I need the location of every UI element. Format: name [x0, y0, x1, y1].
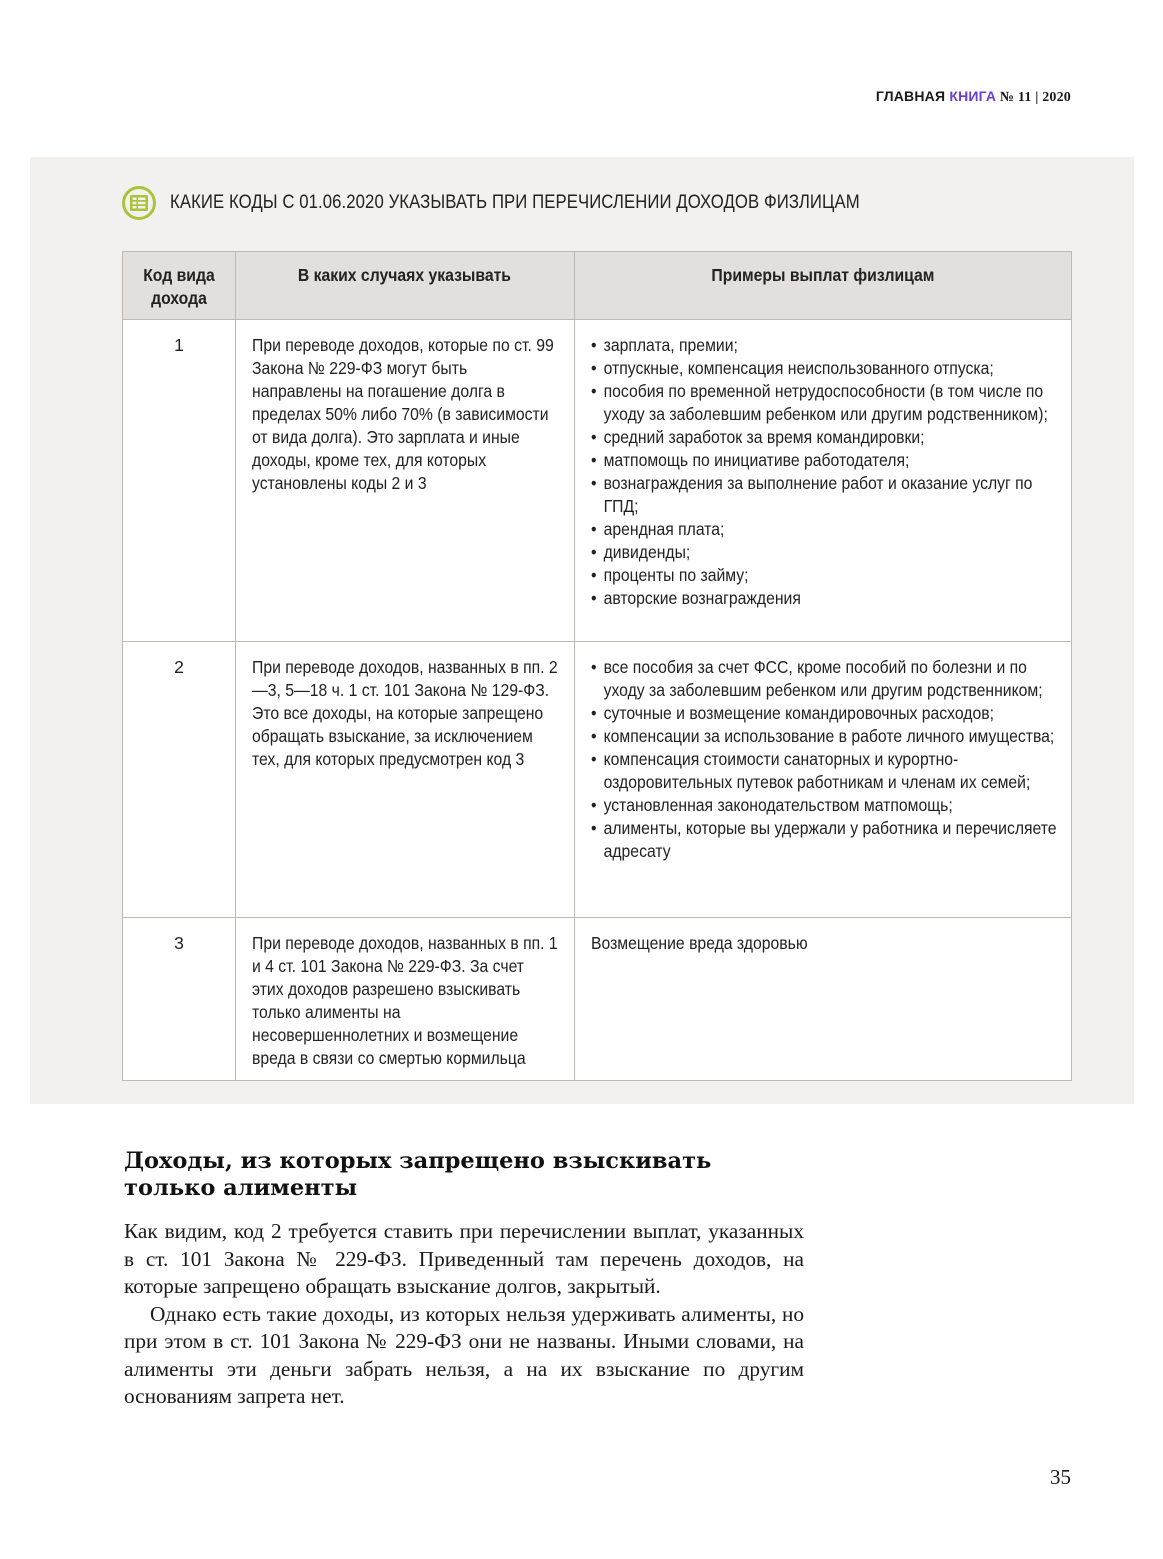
- income-codes-table: [122, 251, 1072, 1081]
- brand-name: ГЛАВНАЯ: [875, 88, 950, 104]
- list-item: • компенсации за использование в работе личного имущества;: [591, 725, 1059, 748]
- table-list-icon: [122, 186, 156, 220]
- list-item: • алименты, которые вы удержали у работника и перечисляете адресату: [591, 817, 1059, 863]
- article-body: [124, 1218, 804, 1411]
- panel-title: КАКИЕ КОДЫ С 01.06.2020 УКАЗЫВАТЬ ПРИ ПЕРЕЧИСЛЕНИИ ДОХОДОВ ФИЗЛИЦАМ: [170, 192, 860, 213]
- examples-cell: [574, 320, 1071, 642]
- table-row: [123, 918, 1072, 1081]
- list-item: • арендная плата;: [591, 518, 1059, 541]
- list-item: • пособия по временной нетрудоспособности (в том числе по уходу за заболевшим ребенком или другим родственником);: [591, 380, 1059, 426]
- code-cell: 2: [123, 642, 236, 918]
- table-row: [123, 642, 1072, 918]
- list-item: • установленная законодательством матпомощь;: [591, 794, 1059, 817]
- examples-cell: Возмещение вреда здоровью: [574, 918, 1071, 1081]
- code-cell: 3: [123, 918, 236, 1081]
- table-row: [123, 320, 1072, 642]
- table-header-row: [123, 252, 1072, 320]
- list-item: • все пособия за счет ФСС, кроме пособий по болезни и по уходу за заболевшим ребенком или другим родственником;: [591, 656, 1059, 702]
- paragraph: Как видим, код 2 требуется ставить при перечислении выплат, указанных в ст. 101 Закона № 229-ФЗ. Приведенный там перечень доходов, на которые запрещено обращать взыскание долгов, закрытый.: [124, 1219, 804, 1298]
- panel-heading: [122, 183, 954, 223]
- list-item: • проценты по займу;: [591, 564, 1059, 587]
- list-item: • средний заработок за время командировки;: [591, 426, 1059, 449]
- cases-cell: При переводе доходов, названных в пп. 1 и 4 ст. 101 Закона № 229-ФЗ. За счет этих доходов разрешено взыскивать только алименты на несовершеннолетних и возмещение вреда в связи со смертью кормильца: [235, 918, 574, 1081]
- issue-number: № 11 | 2020: [996, 90, 1071, 105]
- header-cases: В каких случаях указывать: [235, 252, 574, 320]
- cases-cell: При переводе доходов, которые по ст. 99 Закона № 229-ФЗ могут быть направлены на погашение долга в пределах 50% либо 70% (в зависимости от вида долга). Это зарплата и иные доходы, кроме тех, для которых установлены коды 2 и 3: [235, 320, 574, 642]
- header-examples: Примеры выплат физлицам: [574, 252, 1071, 320]
- list-item: • вознаграждения за выполнение работ и оказание услуг по ГПД;: [591, 472, 1059, 518]
- list-item: • отпускные, компенсация неиспользованного отпуска;: [591, 357, 1059, 380]
- code-cell: 1: [123, 320, 236, 642]
- running-head: [876, 88, 1071, 106]
- page-number: 35: [1050, 1465, 1071, 1489]
- list-item: • дивиденды;: [591, 541, 1059, 564]
- list-item: • матпомощь по инициативе работодателя;: [591, 449, 1059, 472]
- list-item: • суточные и возмещение командировочных расходов;: [591, 702, 1059, 725]
- list-item: • компенсация стоимости санаторных и курортно-оздоровительных путевок работникам и членам их семей;: [591, 748, 1059, 794]
- cases-cell: При переводе доходов, названных в пп. 2—3, 5—18 ч. 1 ст. 101 Закона № 129-ФЗ. Это все доходы, на которые запрещено обращать взыскание, за исключением тех, для которых предусмотрен код 3: [235, 642, 574, 918]
- paragraph: Однако есть такие доходы, из которых нельзя удерживать алименты, но при этом в ст. 101 Закона № 229-ФЗ они не названы. Иными словами, на алименты эти деньги забрать нельзя, а на их взыскание по другим основаниям запрета нет.: [124, 1301, 804, 1408]
- list-item: • зарплата, премии;: [591, 334, 1059, 357]
- section-heading: Доходы, из которых запрещено взыскивать только алименты: [124, 1148, 712, 1201]
- examples-cell: [574, 642, 1071, 918]
- brand-name-accent: КНИГА: [949, 88, 997, 104]
- list-item: • авторские вознаграждения: [591, 587, 1059, 610]
- header-code: Код вида дохода: [123, 252, 236, 320]
- table-panel: [30, 157, 1134, 1104]
